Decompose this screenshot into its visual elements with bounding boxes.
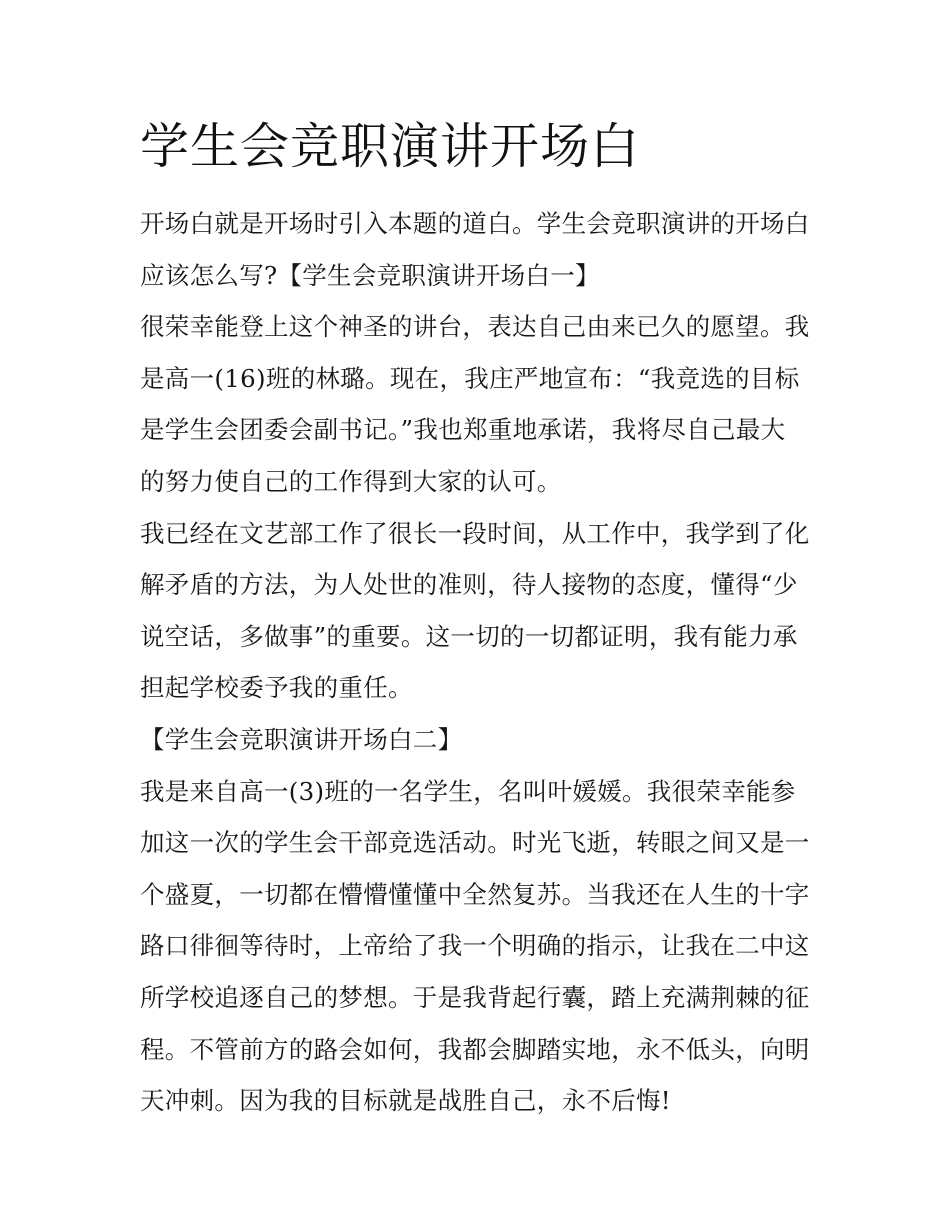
text-line: 说空话，多做事”的重要。这一切的一切都证明，我有能力承 bbox=[140, 621, 798, 651]
text-line: 加这一次的学生会干部竞选活动。时光飞逝，转眼之间又是一 bbox=[140, 828, 810, 858]
document-title: 学生会竞职演讲开场白 bbox=[140, 118, 641, 175]
text-line: 开场白就是开场时引入本题的道白。学生会竞职演讲的开场白 bbox=[140, 209, 810, 238]
text-line: 程。不管前方的路会如何，我都会脚踏实地，永不低头，向明 bbox=[140, 1034, 810, 1064]
text-line: 天冲刺。因为我的目标就是战胜自己，永不后悔! bbox=[140, 1086, 671, 1116]
text-line: 个盛夏，一切都在懵懵懂懂中全然复苏。当我还在人生的十字 bbox=[140, 879, 810, 909]
text-line: 路口徘徊等待时，上帝给了我一个明确的指示，让我在二中这 bbox=[140, 931, 810, 961]
text-line: 我已经在文艺部工作了很长一段时间，从工作中，我学到了化 bbox=[140, 518, 810, 548]
text-line: 担起学校委予我的重任。 bbox=[140, 673, 413, 703]
section-heading: 【学生会竞职演讲开场白二】 bbox=[140, 724, 463, 754]
text-line: 是高一(16)班的林璐。现在，我庄严地宣布：“我竞选的目标 bbox=[140, 363, 800, 393]
text-line: 很荣幸能登上这个神圣的讲台，表达自己由来已久的愿望。我 bbox=[140, 312, 810, 342]
text-line: 所学校追逐自己的梦想。于是我背起行囊，踏上充满荆棘的征 bbox=[140, 982, 810, 1012]
text-line: 应该怎么写?【学生会竞职演讲开场白一】 bbox=[140, 260, 600, 290]
text-line: 解矛盾的方法，为人处世的准则，待人接物的态度，懂得“少 bbox=[140, 570, 798, 600]
document-body bbox=[140, 198, 820, 1127]
text-line: 我是来自高一(3)班的一名学生，名叫叶媛媛。我很荣幸能参 bbox=[140, 776, 796, 806]
text-line: 是学生会团委会副书记。”我也郑重地承诺，我将尽自己最大 bbox=[140, 415, 786, 445]
text-line: 的努力使自己的工作得到大家的认可。 bbox=[140, 466, 562, 496]
